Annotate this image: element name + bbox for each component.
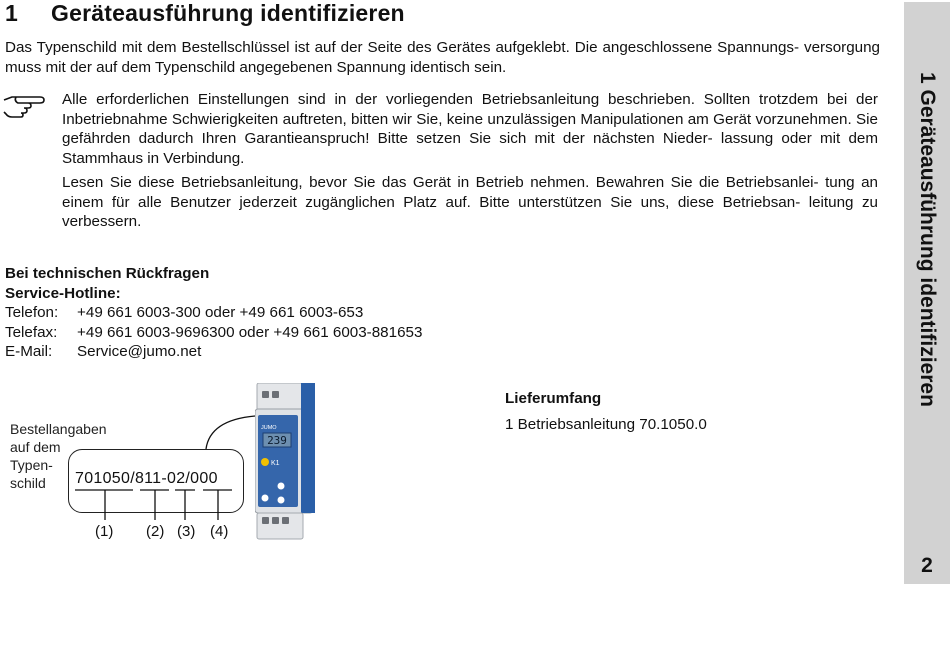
contact-value: +49 661 6003-300 oder +49 661 6003-653 bbox=[77, 304, 364, 321]
contact-value-email[interactable]: Service@jumo.net bbox=[77, 343, 202, 360]
device-brand: JUMO bbox=[261, 425, 277, 431]
device-display: 239 bbox=[267, 434, 287, 447]
contact-label: E-Mail: bbox=[5, 343, 53, 360]
page-number: 2 bbox=[921, 554, 933, 577]
contact-label: Telefax: bbox=[5, 323, 58, 341]
order-index-4: (4) bbox=[210, 523, 229, 540]
contact-value: +49 661 6003-9696300 oder +49 661 6003-881653 bbox=[77, 323, 423, 341]
intro-paragraph: Das Typenschild mit dem Bestellschlüssel ist auf der Seite des Gerätes aufgeklebt. Die angeschlossene Spannungs- versorgung muss mit der auf dem Typenschild angegebenen Spannung identisch sein. bbox=[5, 39, 880, 76]
order-index-1: (1) bbox=[95, 523, 114, 540]
order-code: 701050/811-02/000 bbox=[75, 470, 218, 487]
note-paragraph-read-manual: Lesen Sie diese Betriebsanleitung, bevor Sie das Gerät in Betrieb nehmen. Bewahren Sie die Betriebsanlei- tung an einem für alle Benutzer jederzeit zugänglichen Platz auf. Bitte unterstützen Sie uns, diese Betriebsan- leitung zu verbessern. bbox=[62, 174, 878, 230]
contact-label: Telefon: bbox=[5, 304, 59, 321]
delivery-item: 1 Betriebsanleitung 70.1050.0 bbox=[505, 416, 707, 433]
service-contact-block bbox=[5, 264, 422, 362]
device-illustration bbox=[255, 383, 317, 543]
note-paragraph-settings: Alle erforderlichen Einstellungen sind in der vorliegenden Betriebsanleitung beschrieben. Sollten trotzdem bei der Inbetriebnahme Schwierigkeiten auftreten, bitten wir Sie, keine unzulässigen Manipulationen am Gerät vorzunehmen. Sie gefährden dadurch Ihren Garantieanspruch! Bitte setzen Sie sich mit der nächsten Nieder- lassung oder mit dem Stammhaus in Verbindung. bbox=[62, 91, 878, 167]
delivery-title: Lieferumfang bbox=[505, 390, 602, 407]
page-title bbox=[5, 0, 405, 27]
pointing-hand-icon bbox=[2, 92, 46, 118]
contact-row-fax bbox=[5, 323, 422, 343]
service-heading: Bei technischen Rückfragen bbox=[5, 265, 210, 282]
sidebar-chapter-title: 1 Geräteausführung identifizieren bbox=[916, 72, 939, 407]
order-index-3: (3) bbox=[177, 523, 196, 540]
order-index-2: (2) bbox=[146, 523, 165, 540]
order-info-label: Bestellangaben auf dem Typen- schild bbox=[10, 421, 107, 491]
service-hotline-label: Service-Hotline: bbox=[5, 284, 121, 302]
section-number: 1 bbox=[5, 0, 18, 26]
relay-k1-label: K1 bbox=[271, 460, 280, 467]
contact-row-email bbox=[5, 342, 422, 362]
section-title: Geräteausführung identifizieren bbox=[51, 0, 405, 26]
contact-row-phone bbox=[5, 303, 422, 323]
